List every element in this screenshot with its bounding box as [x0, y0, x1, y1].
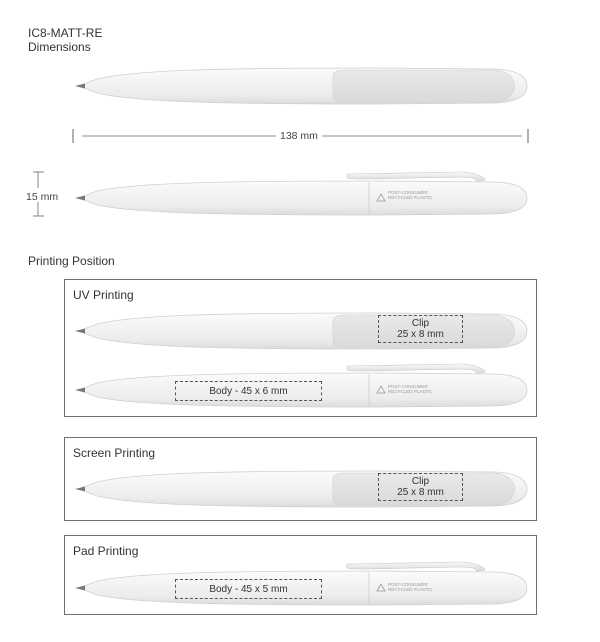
uv-clip-area-size: 25 x 8 mm [397, 329, 444, 340]
uv-recycled-line2: RECYCLED PLASTIC [388, 389, 433, 394]
panel-uv-printing-label: UV Printing [73, 288, 134, 302]
height-dimension-line [30, 170, 50, 220]
pen-top-view [75, 64, 530, 108]
pad-body-print-area [175, 579, 322, 599]
uv-body-print-area [175, 381, 322, 401]
length-label: 138 mm [276, 130, 322, 142]
uv-recycled-line1: POST-CONSUMER [388, 384, 428, 389]
pad-recycled-line1: POST-CONSUMER [388, 582, 428, 587]
panel-pad-printing [64, 535, 537, 615]
panel-pad-printing-label: Pad Printing [73, 544, 139, 558]
product-code: IC8-MATT-RE [28, 26, 103, 40]
recycled-print-text [388, 190, 433, 200]
panel-uv-printing [64, 279, 537, 417]
pad-recycled-print-text [388, 582, 433, 592]
screen-clip-area-size: 25 x 8 mm [397, 487, 444, 498]
panel-screen-printing [64, 437, 537, 521]
uv-clip-print-area [378, 315, 463, 343]
uv-clip-area-name: Clip [411, 318, 430, 329]
pen-side-view [75, 168, 530, 220]
panel-screen-printing-label: Screen Printing [73, 446, 156, 460]
screen-clip-area-name: Clip [411, 476, 430, 487]
pad-recycled-line2: RECYCLED PLASTIC [388, 587, 433, 592]
height-label: 15 mm [26, 191, 59, 203]
dimensions-heading: Dimensions [28, 40, 91, 54]
recycled-print-line2: RECYCLED PLASTIC [388, 195, 433, 200]
uv-recycled-print-text [388, 384, 433, 394]
uv-body-area-label: Body - 45 x 6 mm [209, 385, 288, 397]
screen-clip-print-area [378, 473, 463, 501]
pad-body-area-label: Body - 45 x 5 mm [209, 583, 288, 595]
printing-position-heading: Printing Position [28, 254, 115, 268]
recycled-print-line1: POST-CONSUMER [388, 190, 428, 195]
